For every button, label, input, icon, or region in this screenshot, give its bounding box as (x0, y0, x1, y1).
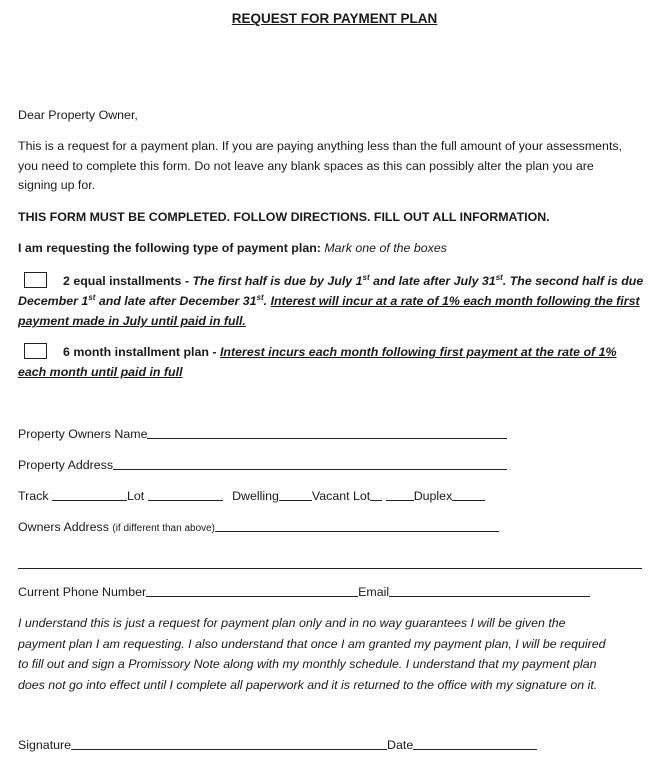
request-hint: Mark one of the boxes (324, 241, 447, 255)
option1-text: and late after July 31 (369, 274, 496, 288)
greeting: Dear Property Owner, (18, 108, 138, 122)
option1-interest: Interest will incur at a rate of 1% each month following the first (270, 294, 640, 308)
phone-label: Current Phone Number (18, 585, 147, 599)
signature-field[interactable] (71, 737, 387, 750)
intro-line: you need to complete this form. Do not leave any blank spaces as this can possibly alter the plan you are (18, 158, 594, 173)
acknowledgement-line: payment plan I am requesting. I also understand that once I am granted my payment plan, I will be required (18, 636, 606, 651)
option2-interest: Interest incurs each month following first payment at the rate of 1% (219, 345, 617, 359)
option1-text: December 1 (18, 294, 89, 308)
page-title: REQUEST FOR PAYMENT PLAN (231, 11, 438, 26)
option1-sup: st (88, 293, 96, 302)
duplex-extra-field[interactable] (452, 488, 485, 501)
dwelling-label: Dwelling (232, 489, 279, 503)
owners-address-note: (if different than above) (112, 523, 216, 534)
track-field[interactable] (52, 488, 127, 501)
dwelling-field[interactable] (279, 488, 312, 501)
date-label: Date (387, 738, 414, 752)
email-field[interactable] (389, 584, 590, 597)
option1-sup: st (495, 273, 503, 282)
property-address-row (18, 457, 507, 472)
vacant-lot-field[interactable] (370, 488, 382, 501)
option1-interest: payment made in July until paid in full. (18, 314, 246, 328)
acknowledgement-line: does not go into effect until I complete all paperwork and it is returned to the office with my signature on it. (18, 677, 598, 692)
option1-sup: st (256, 293, 264, 302)
request-text: I am requesting the following type of payment plan: (18, 241, 325, 255)
owner-name-label: Property Owners Name (18, 427, 148, 441)
request-line (18, 241, 447, 255)
property-address-label: Property Address (18, 458, 114, 472)
acknowledgement-paragraph (18, 613, 650, 695)
two-installments-checkbox[interactable] (24, 272, 47, 288)
lot-label: Lot (126, 489, 148, 503)
phone-field[interactable] (146, 584, 358, 597)
owners-address-row (18, 519, 499, 534)
owner-name-field[interactable] (147, 426, 507, 439)
warning-text: THIS FORM MUST BE COMPLETED. FOLLOW DIRECTIONS. FILL OUT ALL INFORMATION. (18, 210, 550, 224)
duplex-field[interactable] (386, 488, 414, 501)
vacant-lot-label: Vacant Lot (311, 489, 371, 503)
option1-text: and late after December 31 (95, 294, 257, 308)
option-two-installments (18, 271, 650, 331)
intro-line: signing up for. (18, 178, 96, 192)
option1-text: . The second half is due (502, 274, 644, 288)
option2-interest: each month until paid in full (18, 365, 183, 379)
email-label: Email (358, 585, 390, 599)
option1-text: . (263, 294, 271, 308)
section-divider (18, 568, 642, 569)
option1-label: 2 equal installments (63, 274, 182, 288)
six-month-checkbox[interactable] (24, 343, 47, 359)
owner-name-row (18, 426, 507, 441)
contact-row (18, 584, 590, 599)
acknowledgement-line: to fill out and sign a Promissory Note along with my monthly schedule. I understand that my payment plan (18, 657, 597, 671)
option2-dash: - (208, 345, 220, 359)
owners-address-label: Owners Address (18, 520, 113, 534)
signature-row (18, 737, 537, 752)
duplex-label: Duplex (413, 489, 453, 503)
option-six-month (18, 342, 650, 382)
date-field[interactable] (413, 737, 537, 750)
owners-address-field[interactable] (215, 519, 499, 532)
lot-type-row (18, 488, 485, 503)
option1-dash: - (181, 274, 193, 288)
intro-line: This is a request for a payment plan. If you are paying anything less than the full amount of your assessments, (18, 139, 623, 153)
acknowledgement-line: I understand this is just a request for payment plan only and in no way guarantees I will be given the (18, 616, 566, 630)
signature-label: Signature (18, 738, 72, 752)
intro-paragraph (18, 137, 650, 196)
property-address-field[interactable] (113, 457, 507, 470)
option2-label: 6 month installment plan (63, 345, 209, 359)
option1-text: The first half is due by July 1 (192, 274, 363, 288)
track-label: Track (18, 489, 52, 503)
option1-sup: st (362, 273, 370, 282)
lot-field[interactable] (148, 488, 223, 501)
